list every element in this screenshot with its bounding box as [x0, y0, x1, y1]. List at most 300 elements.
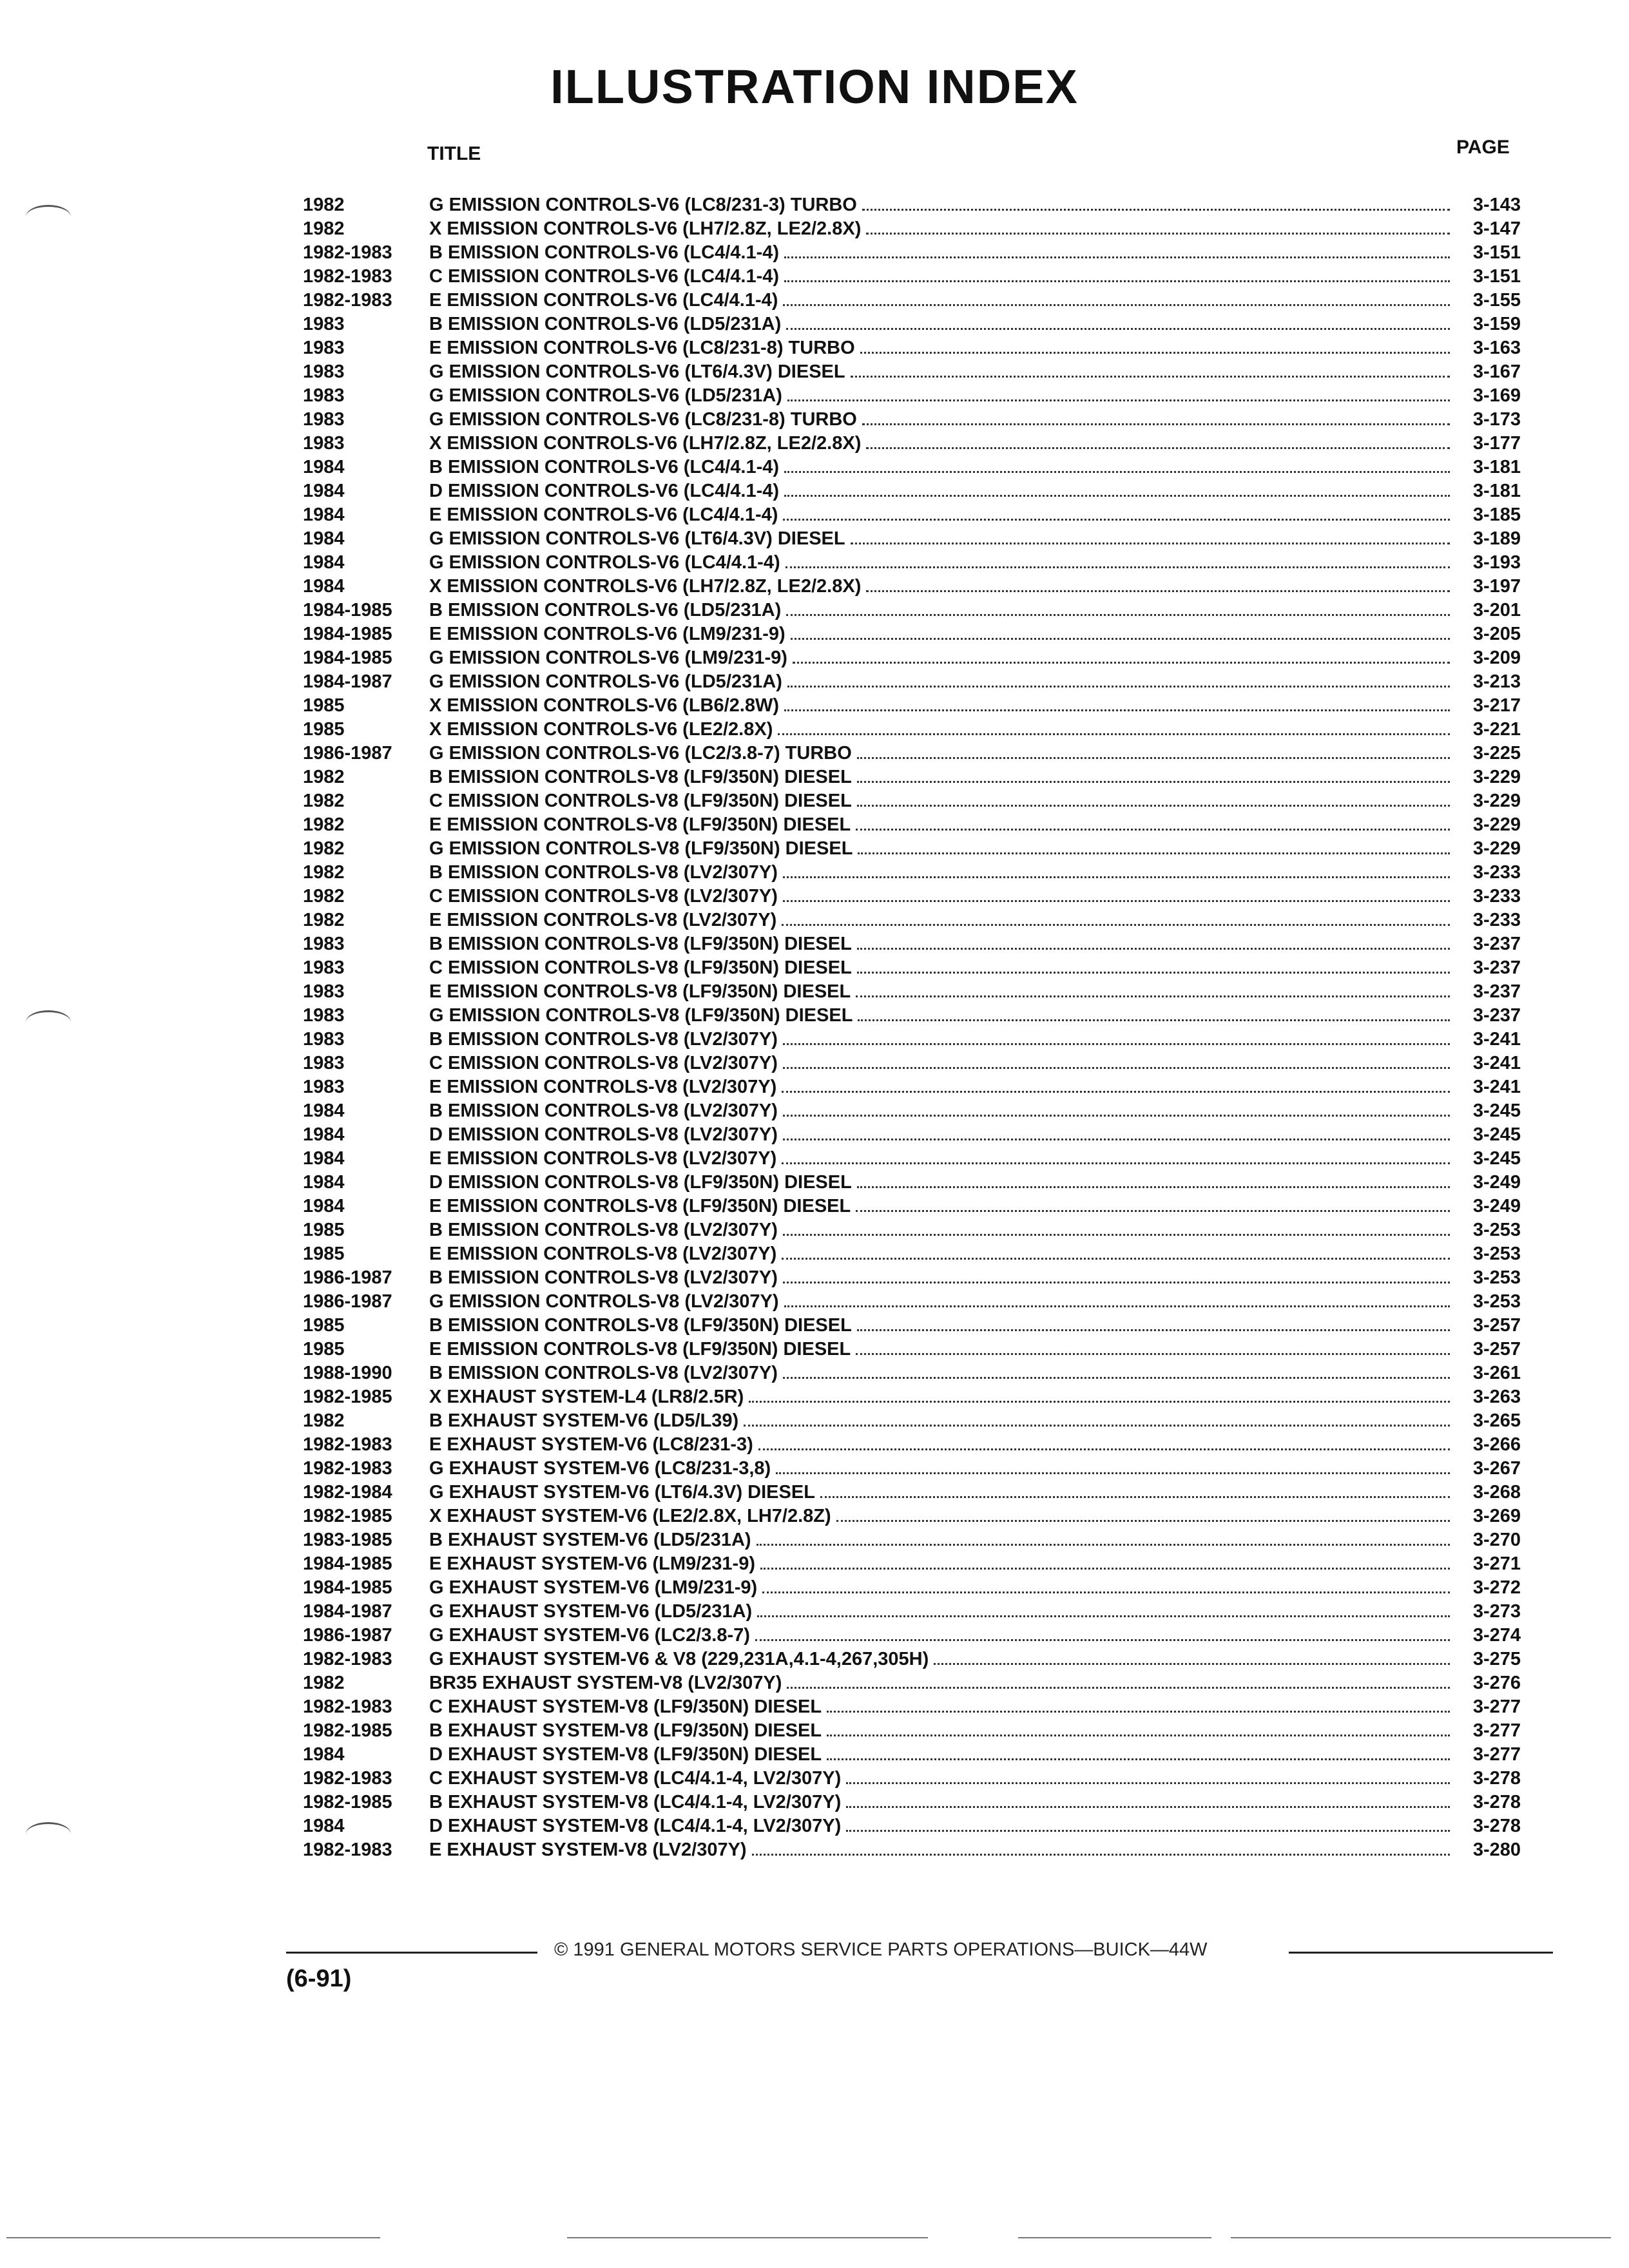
- index-row: [303, 1244, 1521, 1267]
- index-title: D EMISSION CONTROLS-V6 (LC4/4.1-4): [429, 481, 780, 501]
- index-entry: [429, 528, 1450, 550]
- index-page-number: 3-151: [1472, 242, 1521, 263]
- index-title: G EXHAUST SYSTEM-V6 (LM9/231-9): [429, 1577, 758, 1598]
- index-title: X EMISSION CONTROLS-V6 (LH7/2.8Z, LE2/2.8X): [429, 218, 862, 239]
- index-entry: [429, 1720, 1450, 1742]
- index-row: [303, 1220, 1521, 1244]
- index-row: [303, 862, 1521, 886]
- index-page-number: 3-189: [1472, 528, 1521, 549]
- index-entry: [429, 242, 1450, 264]
- revision-code: (6-91): [286, 1965, 352, 1992]
- index-entry: [429, 361, 1450, 383]
- index-title: E EMISSION CONTROLS-V8 (LF9/350N) DIESEL: [429, 981, 851, 1002]
- index-entry: [429, 648, 1450, 669]
- index-year: 1983: [303, 1053, 345, 1073]
- dot-leader: [846, 1806, 1450, 1808]
- index-title: X EMISSION CONTROLS-V6 (LB6/2.8W): [429, 695, 779, 716]
- index-row: [303, 409, 1521, 433]
- index-row: [303, 671, 1521, 695]
- index-row: [303, 505, 1521, 528]
- index-title: C EMISSION CONTROLS-V8 (LV2/307Y): [429, 886, 778, 907]
- index-row: [303, 600, 1521, 624]
- index-title: B EMISSION CONTROLS-V8 (LF9/350N) DIESEL: [429, 1315, 852, 1336]
- dot-leader: [786, 566, 1450, 568]
- index-year: 1983: [303, 361, 345, 382]
- index-title: E EMISSION CONTROLS-V8 (LV2/307Y): [429, 1148, 777, 1169]
- index-page-number: 3-253: [1472, 1244, 1521, 1264]
- index-row: [303, 1339, 1521, 1363]
- index-page-number: 3-155: [1472, 290, 1521, 311]
- index-page-number: 3-277: [1472, 1696, 1521, 1717]
- binder-hole-mark: [26, 1010, 71, 1034]
- index-entry: [429, 552, 1450, 573]
- dot-leader: [783, 1282, 1450, 1283]
- index-title: D EMISSION CONTROLS-V8 (LF9/350N) DIESEL: [429, 1172, 852, 1193]
- index-title: E EMISSION CONTROLS-V8 (LF9/350N) DIESEL: [429, 814, 851, 835]
- index-year: 1986-1987: [303, 1291, 392, 1312]
- index-title: E EXHAUST SYSTEM-V6 (LC8/231-3): [429, 1434, 753, 1455]
- index-page-number: 3-143: [1472, 195, 1521, 215]
- index-year: 1984-1987: [303, 671, 392, 692]
- index-page-number: 3-229: [1472, 838, 1521, 859]
- index-entry: [429, 600, 1450, 621]
- index-year: 1983: [303, 409, 345, 430]
- index-row: [303, 1601, 1521, 1625]
- index-entry: [429, 457, 1450, 478]
- index-page-number: 3-268: [1472, 1482, 1521, 1503]
- index-page-number: 3-261: [1472, 1363, 1521, 1383]
- index-page-number: 3-237: [1472, 934, 1521, 954]
- index-year: 1982-1983: [303, 1768, 392, 1789]
- index-page-number: 3-265: [1472, 1410, 1521, 1431]
- index-title: G EXHAUST SYSTEM-V6 & V8 (229,231A,4.1-4,267,305H): [429, 1649, 929, 1669]
- index-page-number: 3-147: [1472, 218, 1521, 239]
- index-page-number: 3-274: [1472, 1625, 1521, 1646]
- index-row: [303, 1029, 1521, 1053]
- index-page-number: 3-277: [1472, 1744, 1521, 1765]
- index-title: G EMISSION CONTROLS-V8 (LF9/350N) DIESEL: [429, 1005, 853, 1026]
- index-entry: [429, 1577, 1450, 1599]
- index-row: [303, 743, 1521, 767]
- index-year: 1982: [303, 218, 345, 239]
- index-title: C EMISSION CONTROLS-V8 (LF9/350N) DIESEL: [429, 791, 852, 811]
- index-year: 1982: [303, 1410, 345, 1431]
- page-title: ILLUSTRATION INDEX: [550, 60, 1079, 113]
- index-page-number: 3-221: [1472, 719, 1521, 740]
- index-title: B EMISSION CONTROLS-V6 (LC4/4.1-4): [429, 242, 780, 263]
- index-title: B EMISSION CONTROLS-V8 (LV2/307Y): [429, 1220, 778, 1240]
- index-row: [303, 385, 1521, 409]
- index-row: [303, 910, 1521, 934]
- scan-rule: [1231, 2237, 1611, 2238]
- index-page-number: 3-209: [1472, 648, 1521, 668]
- index-title: D EMISSION CONTROLS-V8 (LV2/307Y): [429, 1124, 778, 1145]
- index-row: [303, 1553, 1521, 1577]
- index-page-number: 3-276: [1472, 1673, 1521, 1693]
- dot-leader: [857, 1186, 1450, 1188]
- scan-rule: [1018, 2237, 1211, 2238]
- index-page-number: 3-159: [1472, 314, 1521, 334]
- index-entry: [429, 957, 1450, 979]
- dot-leader: [793, 662, 1450, 664]
- index-title: E EXHAUST SYSTEM-V6 (LM9/231-9): [429, 1553, 755, 1574]
- index-page-number: 3-173: [1472, 409, 1521, 430]
- index-row: [303, 361, 1521, 385]
- index-title: B EMISSION CONTROLS-V8 (LV2/307Y): [429, 1029, 778, 1050]
- index-title: G EMISSION CONTROLS-V6 (LC2/3.8-7) TURBO: [429, 743, 852, 764]
- index-title: E EMISSION CONTROLS-V8 (LF9/350N) DIESEL: [429, 1339, 851, 1360]
- index-entry: [429, 433, 1450, 454]
- index-title: B EMISSION CONTROLS-V8 (LV2/307Y): [429, 1100, 778, 1121]
- index-page-number: 3-275: [1472, 1649, 1521, 1669]
- index-page-number: 3-197: [1472, 576, 1521, 597]
- index-page-number: 3-245: [1472, 1124, 1521, 1145]
- index-row: [303, 195, 1521, 218]
- index-row: [303, 1696, 1521, 1720]
- index-year: 1986-1987: [303, 743, 392, 764]
- index-year: 1984: [303, 552, 345, 573]
- index-entry: [429, 266, 1450, 287]
- index-year: 1984-1985: [303, 1577, 392, 1598]
- index-year: 1982-1983: [303, 242, 392, 263]
- index-year: 1982-1983: [303, 1696, 392, 1717]
- index-page-number: 3-229: [1472, 791, 1521, 811]
- index-year: 1984-1985: [303, 600, 392, 620]
- index-row: [303, 1267, 1521, 1291]
- index-entry: [429, 1816, 1450, 1837]
- index-title: D EXHAUST SYSTEM-V8 (LC4/4.1-4, LV2/307Y): [429, 1816, 842, 1836]
- scan-rule: [567, 2237, 928, 2238]
- dot-leader: [782, 1091, 1450, 1093]
- index-title: B EMISSION CONTROLS-V6 (LC4/4.1-4): [429, 457, 780, 477]
- index-page-number: 3-167: [1472, 361, 1521, 382]
- index-title: C EMISSION CONTROLS-V8 (LF9/350N) DIESEL: [429, 957, 852, 978]
- index-list: [303, 195, 1521, 1863]
- index-page-number: 3-229: [1472, 814, 1521, 835]
- dot-leader: [782, 1258, 1450, 1260]
- index-entry: [429, 1482, 1450, 1503]
- index-entry: [429, 1315, 1450, 1336]
- index-page-number: 3-217: [1472, 695, 1521, 716]
- index-title: C EMISSION CONTROLS-V8 (LV2/307Y): [429, 1053, 778, 1073]
- index-page-number: 3-241: [1472, 1029, 1521, 1050]
- dot-leader: [862, 209, 1450, 211]
- index-year: 1985: [303, 719, 345, 740]
- index-year: 1983: [303, 433, 345, 454]
- dot-leader: [856, 829, 1450, 831]
- index-page-number: 3-278: [1472, 1792, 1521, 1812]
- index-page-number: 3-201: [1472, 600, 1521, 620]
- index-entry: [429, 1363, 1450, 1384]
- index-page-number: 3-277: [1472, 1720, 1521, 1741]
- index-title: G EMISSION CONTROLS-V6 (LC8/231-8) TURBO: [429, 409, 857, 430]
- index-entry: [429, 1244, 1450, 1265]
- index-row: [303, 1482, 1521, 1506]
- index-year: 1982: [303, 814, 345, 835]
- index-row: [303, 1410, 1521, 1434]
- dot-leader: [783, 1234, 1450, 1236]
- index-entry: [429, 1696, 1450, 1718]
- index-year: 1982-1983: [303, 1840, 392, 1860]
- index-entry: [429, 1267, 1450, 1289]
- dot-leader: [836, 1520, 1450, 1522]
- index-row: [303, 957, 1521, 981]
- index-row: [303, 1172, 1521, 1196]
- index-entry: [429, 1053, 1450, 1074]
- dot-leader: [749, 1401, 1450, 1403]
- dot-leader: [784, 256, 1450, 258]
- index-entry: [429, 1029, 1450, 1050]
- index-title: G EMISSION CONTROLS-V6 (LT6/4.3V) DIESEL: [429, 528, 845, 549]
- index-year: 1982-1985: [303, 1720, 392, 1741]
- index-row: [303, 814, 1521, 838]
- index-page-number: 3-213: [1472, 671, 1521, 692]
- index-row: [303, 1148, 1521, 1172]
- index-year: 1984: [303, 1196, 345, 1216]
- index-title: B EXHAUST SYSTEM-V6 (LD5/L39): [429, 1410, 739, 1431]
- index-year: 1983: [303, 1029, 345, 1050]
- dot-leader: [784, 280, 1450, 282]
- index-title: B EMISSION CONTROLS-V8 (LV2/307Y): [429, 1267, 778, 1288]
- index-row: [303, 1673, 1521, 1696]
- index-title: E EXHAUST SYSTEM-V8 (LV2/307Y): [429, 1840, 747, 1860]
- index-page-number: 3-271: [1472, 1553, 1521, 1574]
- index-entry: [429, 1124, 1450, 1146]
- index-year: 1983: [303, 1005, 345, 1026]
- dot-leader: [744, 1425, 1450, 1427]
- index-title: G EMISSION CONTROLS-V6 (LC4/4.1-4): [429, 552, 780, 573]
- index-year: 1983: [303, 934, 345, 954]
- index-row: [303, 433, 1521, 457]
- index-year: 1982: [303, 791, 345, 811]
- index-title: G EXHAUST SYSTEM-V6 (LD5/231A): [429, 1601, 753, 1622]
- index-title: B EMISSION CONTROLS-V8 (LV2/307Y): [429, 862, 778, 883]
- index-row: [303, 1768, 1521, 1792]
- dot-leader: [783, 1067, 1450, 1069]
- index-page-number: 3-266: [1472, 1434, 1521, 1455]
- index-row: [303, 719, 1521, 743]
- dot-leader: [856, 1210, 1450, 1212]
- index-page-number: 3-241: [1472, 1053, 1521, 1073]
- index-year: 1982-1984: [303, 1482, 392, 1503]
- index-year: 1984: [303, 576, 345, 597]
- index-title: G EMISSION CONTROLS-V6 (LT6/4.3V) DIESEL: [429, 361, 845, 382]
- index-title: B EMISSION CONTROLS-V6 (LD5/231A): [429, 314, 782, 334]
- index-title: B EMISSION CONTROLS-V8 (LF9/350N) DIESEL: [429, 934, 852, 954]
- dot-leader: [934, 1663, 1450, 1665]
- footer-rule-left: [286, 1952, 537, 1954]
- index-entry: [429, 838, 1450, 860]
- index-year: 1982-1983: [303, 1649, 392, 1669]
- index-year: 1984-1987: [303, 1601, 392, 1622]
- dot-leader: [783, 900, 1450, 902]
- index-entry: [429, 385, 1450, 407]
- dot-leader: [827, 1711, 1450, 1713]
- index-row: [303, 338, 1521, 361]
- index-title: X EXHAUST SYSTEM-L4 (LR8/2.5R): [429, 1387, 744, 1407]
- index-entry: [429, 409, 1450, 430]
- index-page-number: 3-249: [1472, 1196, 1521, 1216]
- index-title: E EMISSION CONTROLS-V8 (LF9/350N) DIESEL: [429, 1196, 851, 1216]
- index-entry: [429, 1840, 1450, 1861]
- copyright-notice: © 1991 GENERAL MOTORS SERVICE PARTS OPERATIONS—BUICK—44W: [554, 1939, 1208, 1960]
- index-entry: [429, 1291, 1450, 1312]
- index-year: 1982: [303, 838, 345, 859]
- index-year: 1984: [303, 505, 345, 525]
- index-row: [303, 266, 1521, 290]
- index-title: C EXHAUST SYSTEM-V8 (LC4/4.1-4, LV2/307Y): [429, 1768, 842, 1789]
- index-row: [303, 1434, 1521, 1458]
- index-year: 1983: [303, 957, 345, 978]
- index-year: 1985: [303, 695, 345, 716]
- index-entry: [429, 481, 1450, 502]
- index-year: 1982-1985: [303, 1506, 392, 1526]
- index-title: C EMISSION CONTROLS-V6 (LC4/4.1-4): [429, 266, 780, 287]
- index-page-number: 3-278: [1472, 1816, 1521, 1836]
- index-title: X EMISSION CONTROLS-V6 (LH7/2.8Z, LE2/2.8X): [429, 576, 862, 597]
- index-entry: [429, 981, 1450, 1003]
- index-page-number: 3-237: [1472, 1005, 1521, 1026]
- index-title: G EMISSION CONTROLS-V6 (LC8/231-3) TURBO: [429, 195, 857, 215]
- index-page-number: 3-193: [1472, 552, 1521, 573]
- index-title: G EMISSION CONTROLS-V8 (LF9/350N) DIESEL: [429, 838, 853, 859]
- dot-leader: [857, 948, 1450, 950]
- index-entry: [429, 505, 1450, 526]
- index-title: B EMISSION CONTROLS-V8 (LV2/307Y): [429, 1363, 778, 1383]
- dot-leader: [762, 1591, 1450, 1593]
- index-entry: [429, 1148, 1450, 1169]
- index-entry: [429, 767, 1450, 788]
- index-page-number: 3-267: [1472, 1458, 1521, 1479]
- index-title: G EMISSION CONTROLS-V6 (LM9/231-9): [429, 648, 787, 668]
- dot-leader: [857, 757, 1450, 759]
- index-row: [303, 1792, 1521, 1816]
- index-title: E EMISSION CONTROLS-V8 (LV2/307Y): [429, 910, 777, 930]
- dot-leader: [786, 328, 1450, 330]
- index-title: E EMISSION CONTROLS-V8 (LV2/307Y): [429, 1077, 777, 1097]
- dot-leader: [776, 1472, 1450, 1474]
- index-title: B EMISSION CONTROLS-V6 (LD5/231A): [429, 600, 782, 620]
- index-page-number: 3-253: [1472, 1267, 1521, 1288]
- index-row: [303, 552, 1521, 576]
- index-year: 1982-1985: [303, 1387, 392, 1407]
- index-row: [303, 1387, 1521, 1410]
- index-entry: [429, 218, 1450, 240]
- scan-rule: [6, 2237, 380, 2238]
- index-title: E EMISSION CONTROLS-V6 (LC4/4.1-4): [429, 290, 778, 311]
- index-title: X EMISSION CONTROLS-V6 (LH7/2.8Z, LE2/2.8X): [429, 433, 862, 454]
- index-year: 1983: [303, 385, 345, 406]
- dot-leader: [787, 399, 1450, 401]
- index-title: X EXHAUST SYSTEM-V6 (LE2/2.8X, LH7/2.8Z): [429, 1506, 831, 1526]
- index-entry: [429, 1649, 1450, 1670]
- index-entry: [429, 1458, 1450, 1479]
- dot-leader: [778, 733, 1450, 735]
- index-title: E EMISSION CONTROLS-V6 (LC4/4.1-4): [429, 505, 778, 525]
- index-entry: [429, 671, 1450, 693]
- index-row: [303, 1816, 1521, 1840]
- index-entry: [429, 1530, 1450, 1551]
- index-page-number: 3-253: [1472, 1220, 1521, 1240]
- index-page-number: 3-233: [1472, 862, 1521, 883]
- dot-leader: [857, 805, 1450, 807]
- index-row: [303, 1744, 1521, 1768]
- index-page-number: 3-270: [1472, 1530, 1521, 1550]
- index-row: [303, 624, 1521, 648]
- index-title: B EXHAUST SYSTEM-V8 (LF9/350N) DIESEL: [429, 1720, 822, 1741]
- index-entry: [429, 934, 1450, 955]
- index-title: D EXHAUST SYSTEM-V8 (LF9/350N) DIESEL: [429, 1744, 822, 1765]
- index-page-number: 3-249: [1472, 1172, 1521, 1193]
- dot-leader: [752, 1854, 1450, 1856]
- index-page-number: 3-245: [1472, 1100, 1521, 1121]
- index-year: 1983-1985: [303, 1530, 392, 1550]
- index-entry: [429, 1005, 1450, 1026]
- dot-leader: [758, 1448, 1450, 1450]
- index-entry: [429, 624, 1450, 645]
- index-row: [303, 1053, 1521, 1077]
- index-title: G EMISSION CONTROLS-V8 (LV2/307Y): [429, 1291, 779, 1312]
- binder-hole-mark: [26, 205, 71, 229]
- dot-leader: [783, 304, 1450, 306]
- index-year: 1985: [303, 1220, 345, 1240]
- dot-leader: [851, 376, 1450, 378]
- dot-leader: [846, 1782, 1450, 1784]
- dot-leader: [784, 1305, 1450, 1307]
- index-row: [303, 481, 1521, 505]
- index-entry: [429, 195, 1450, 216]
- index-year: 1984: [303, 481, 345, 501]
- index-entry: [429, 314, 1450, 335]
- index-entry: [429, 719, 1450, 740]
- index-entry: [429, 1410, 1450, 1432]
- dot-leader: [755, 1639, 1450, 1641]
- index-year: 1983: [303, 981, 345, 1002]
- dot-leader: [783, 1115, 1450, 1117]
- dot-leader: [757, 1615, 1450, 1617]
- index-row: [303, 1649, 1521, 1673]
- index-row: [303, 1196, 1521, 1220]
- index-entry: [429, 695, 1450, 716]
- index-title: B EMISSION CONTROLS-V8 (LF9/350N) DIESEL: [429, 767, 852, 787]
- dot-leader: [787, 686, 1450, 687]
- index-entry: [429, 791, 1450, 812]
- index-year: 1982: [303, 862, 345, 883]
- index-row: [303, 1077, 1521, 1100]
- dot-leader: [783, 1043, 1450, 1045]
- dot-leader: [857, 1329, 1450, 1331]
- index-row: [303, 1005, 1521, 1029]
- index-entry: [429, 743, 1450, 764]
- index-title: BR35 EXHAUST SYSTEM-V8 (LV2/307Y): [429, 1673, 782, 1693]
- index-entry: [429, 576, 1450, 597]
- index-page-number: 3-273: [1472, 1601, 1521, 1622]
- index-row: [303, 1840, 1521, 1863]
- index-entry: [429, 1196, 1450, 1217]
- index-year: 1985: [303, 1339, 345, 1360]
- index-row: [303, 1363, 1521, 1387]
- index-title: G EMISSION CONTROLS-V6 (LD5/231A): [429, 671, 782, 692]
- index-row: [303, 1720, 1521, 1744]
- index-entry: [429, 1077, 1450, 1098]
- index-year: 1985: [303, 1315, 345, 1336]
- index-entry: [429, 1792, 1450, 1813]
- index-year: 1984: [303, 1744, 345, 1765]
- index-year: 1982: [303, 886, 345, 907]
- index-row: [303, 1100, 1521, 1124]
- index-year: 1982-1983: [303, 266, 392, 287]
- index-page-number: 3-163: [1472, 338, 1521, 358]
